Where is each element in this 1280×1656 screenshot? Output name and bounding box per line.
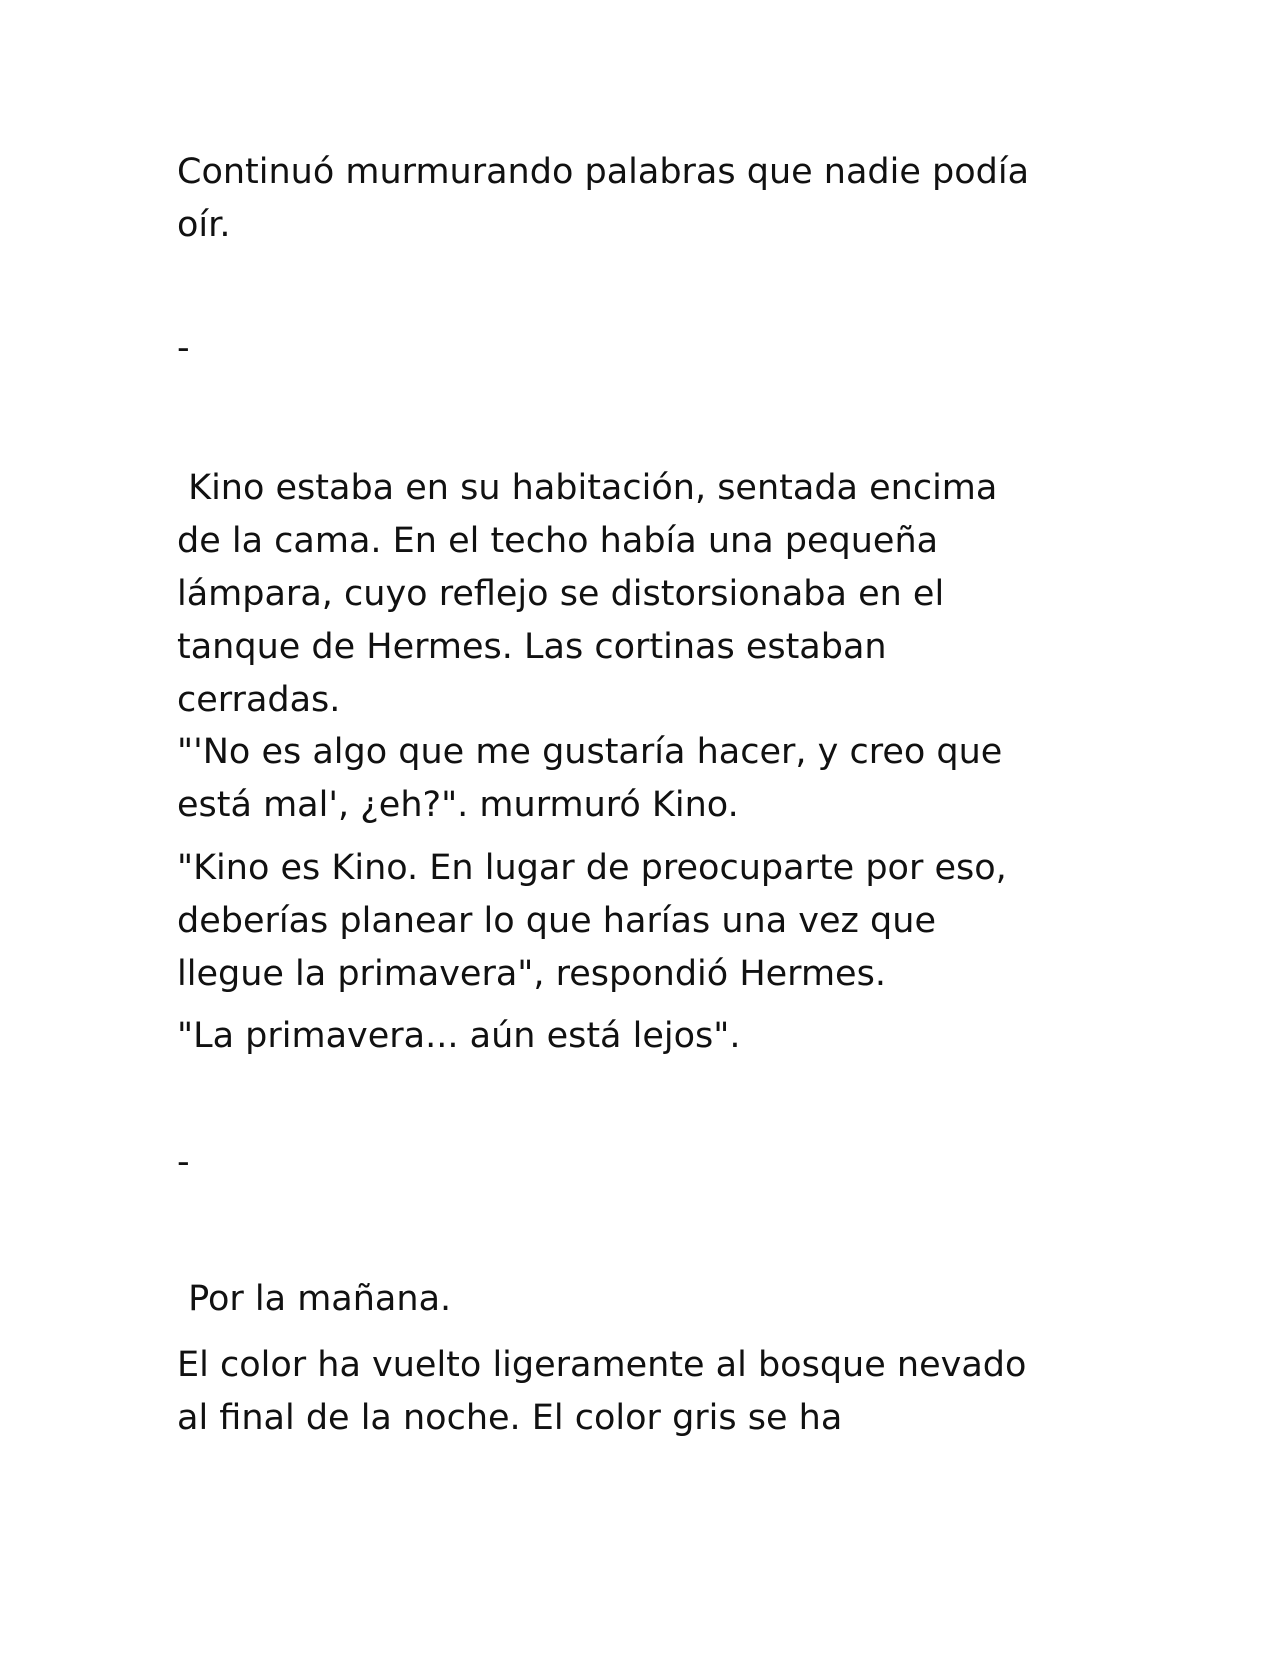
text-line: "Kino es Kino. En lugar de preocuparte por eso, <box>177 848 1007 888</box>
scene-separator: - <box>177 1142 190 1182</box>
text-line: lámpara, cuyo reflejo se distorsionaba en el <box>177 574 945 614</box>
paragraph-kino-room <box>177 462 1097 727</box>
text-line: llegue la primavera", respondió Hermes. <box>177 954 886 994</box>
text-line: de la cama. En el techo había una pequeña <box>177 521 939 561</box>
paragraph-hermes-reply <box>177 842 1097 1001</box>
paragraph-kino-quote <box>177 726 1097 832</box>
text-line: Por la mañana. <box>177 1279 452 1319</box>
paragraph-forest <box>177 1339 1097 1445</box>
text-line: al final de la noche. El color gris se ha <box>177 1398 843 1438</box>
document-page <box>177 0 1097 1656</box>
text-line: Kino estaba en su habitación, sentada encima <box>177 468 998 508</box>
text-line: tanque de Hermes. Las cortinas estaban <box>177 627 887 667</box>
text-line: cerradas. <box>177 680 341 720</box>
paragraph-spring <box>177 1010 1097 1063</box>
scene-separator: - <box>177 328 190 368</box>
text-line: está mal', ¿eh?". murmuró Kino. <box>177 785 739 825</box>
text-line: El color ha vuelto ligeramente al bosque nevado <box>177 1345 1027 1385</box>
text-line: Continuó murmurando palabras que nadie podía <box>177 152 1030 192</box>
text-line: "'No es algo que me gustaría hacer, y creo que <box>177 732 1003 772</box>
paragraph-morning <box>177 1273 1097 1326</box>
text-line: oír. <box>177 205 231 245</box>
text-line: deberías planear lo que harías una vez que <box>177 901 936 941</box>
paragraph-murmur <box>177 146 1097 252</box>
text-line: "La primavera... aún está lejos". <box>177 1016 741 1056</box>
